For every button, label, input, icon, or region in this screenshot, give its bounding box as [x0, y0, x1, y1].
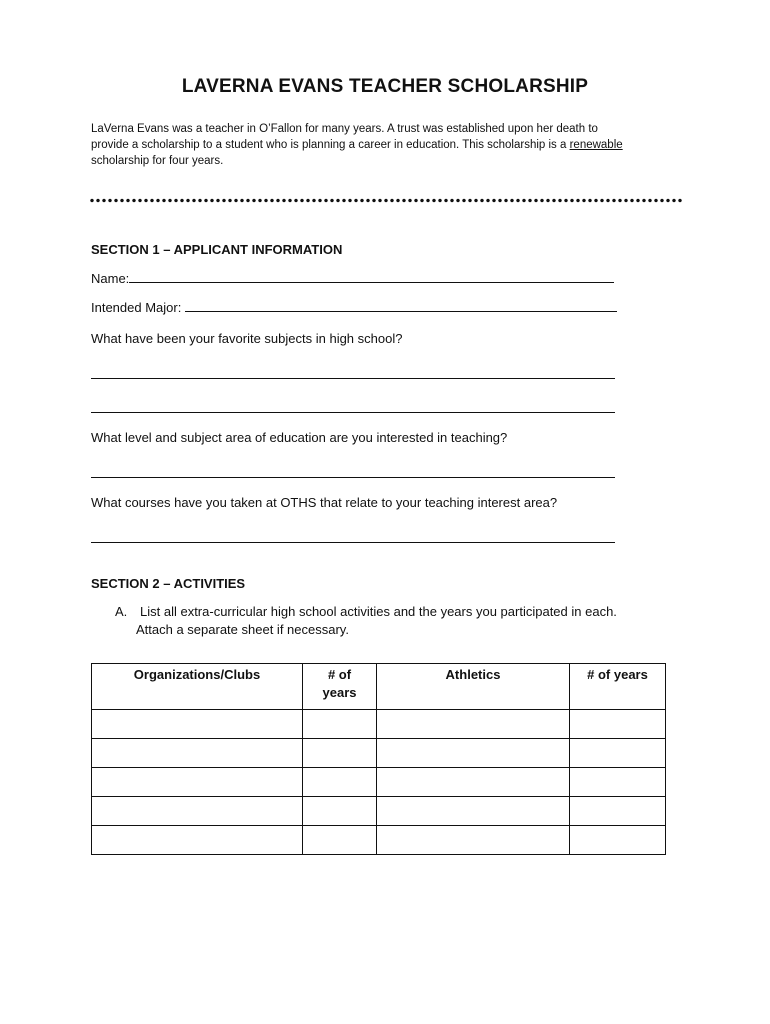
- cell-org-years[interactable]: [303, 739, 377, 768]
- cell-organization[interactable]: [92, 797, 303, 826]
- table-row: [92, 768, 666, 797]
- intended-major-field[interactable]: [91, 299, 617, 315]
- intro-paragraph: [91, 121, 691, 169]
- col-athletics: Athletics: [377, 664, 570, 710]
- activities-table: [91, 663, 666, 855]
- answer-line-courses[interactable]: [91, 541, 615, 543]
- col-organizations-clubs: Organizations/Clubs: [92, 664, 303, 710]
- col-org-years-line-1: # of: [327, 667, 352, 682]
- dotted-divider: [89, 198, 683, 203]
- intro-line-2: [91, 137, 691, 153]
- intro-line-1: LaVerna Evans was a teacher in O’Fallon for many years. A trust was established upon her death to: [91, 123, 598, 135]
- section-1-heading: SECTION 1 – APPLICANT INFORMATION: [91, 242, 343, 257]
- item-a-marker: A.: [115, 604, 128, 619]
- item-a-line-2: Attach a separate sheet if necessary.: [136, 622, 349, 637]
- answer-line-favorite-2[interactable]: [91, 411, 615, 413]
- cell-org-years[interactable]: [303, 826, 377, 855]
- item-a-line-1: List all extra-curricular high school activities and the years you participated in each.: [140, 604, 617, 619]
- cell-athletic[interactable]: [377, 768, 570, 797]
- cell-athletic-years[interactable]: [570, 710, 666, 739]
- cell-org-years[interactable]: [303, 710, 377, 739]
- name-blank[interactable]: [129, 270, 614, 283]
- col-org-years: [303, 664, 377, 710]
- table-row: [92, 797, 666, 826]
- col-org-years-line-2: years: [322, 685, 357, 700]
- cell-athletic-years[interactable]: [570, 768, 666, 797]
- intended-major-label: Intended Major:: [91, 300, 185, 315]
- table-row: [92, 710, 666, 739]
- cell-athletic-years[interactable]: [570, 826, 666, 855]
- table-header-row: [92, 664, 666, 710]
- name-label: Name:: [91, 271, 130, 286]
- answer-line-level-subject[interactable]: [91, 476, 615, 478]
- question-courses: What courses have you taken at OTHS that relate to your teaching interest area?: [91, 495, 558, 510]
- cell-organization[interactable]: [92, 826, 303, 855]
- intro-line-3: scholarship for four years.: [91, 155, 224, 167]
- cell-organization[interactable]: [92, 739, 303, 768]
- renewable-underlined: renewable: [569, 139, 623, 151]
- table-row: [92, 739, 666, 768]
- activities-instruction: [115, 603, 617, 639]
- name-field[interactable]: [91, 270, 614, 286]
- cell-org-years[interactable]: [303, 797, 377, 826]
- section-2-heading: SECTION 2 – ACTIVITIES: [91, 576, 246, 591]
- cell-org-years[interactable]: [303, 768, 377, 797]
- question-favorite-subjects: What have been your favorite subjects in high school?: [91, 331, 403, 346]
- answer-line-favorite-1[interactable]: [91, 377, 615, 379]
- question-level-subject: What level and subject area of education are you interested in teaching?: [91, 430, 508, 445]
- intended-major-blank[interactable]: [185, 299, 617, 312]
- cell-athletic-years[interactable]: [570, 739, 666, 768]
- col-athletics-years: # of years: [570, 664, 666, 710]
- page-title: LAVERNA EVANS TEACHER SCHOLARSHIP: [181, 76, 589, 97]
- intro-line-2-text: provide a scholarship to a student who is planning a career in education. This scholarship is a: [91, 139, 570, 151]
- cell-athletic[interactable]: [377, 739, 570, 768]
- cell-athletic[interactable]: [377, 826, 570, 855]
- cell-athletic-years[interactable]: [570, 797, 666, 826]
- cell-athletic[interactable]: [377, 710, 570, 739]
- cell-athletic[interactable]: [377, 797, 570, 826]
- cell-organization[interactable]: [92, 768, 303, 797]
- table-row: [92, 826, 666, 855]
- cell-organization[interactable]: [92, 710, 303, 739]
